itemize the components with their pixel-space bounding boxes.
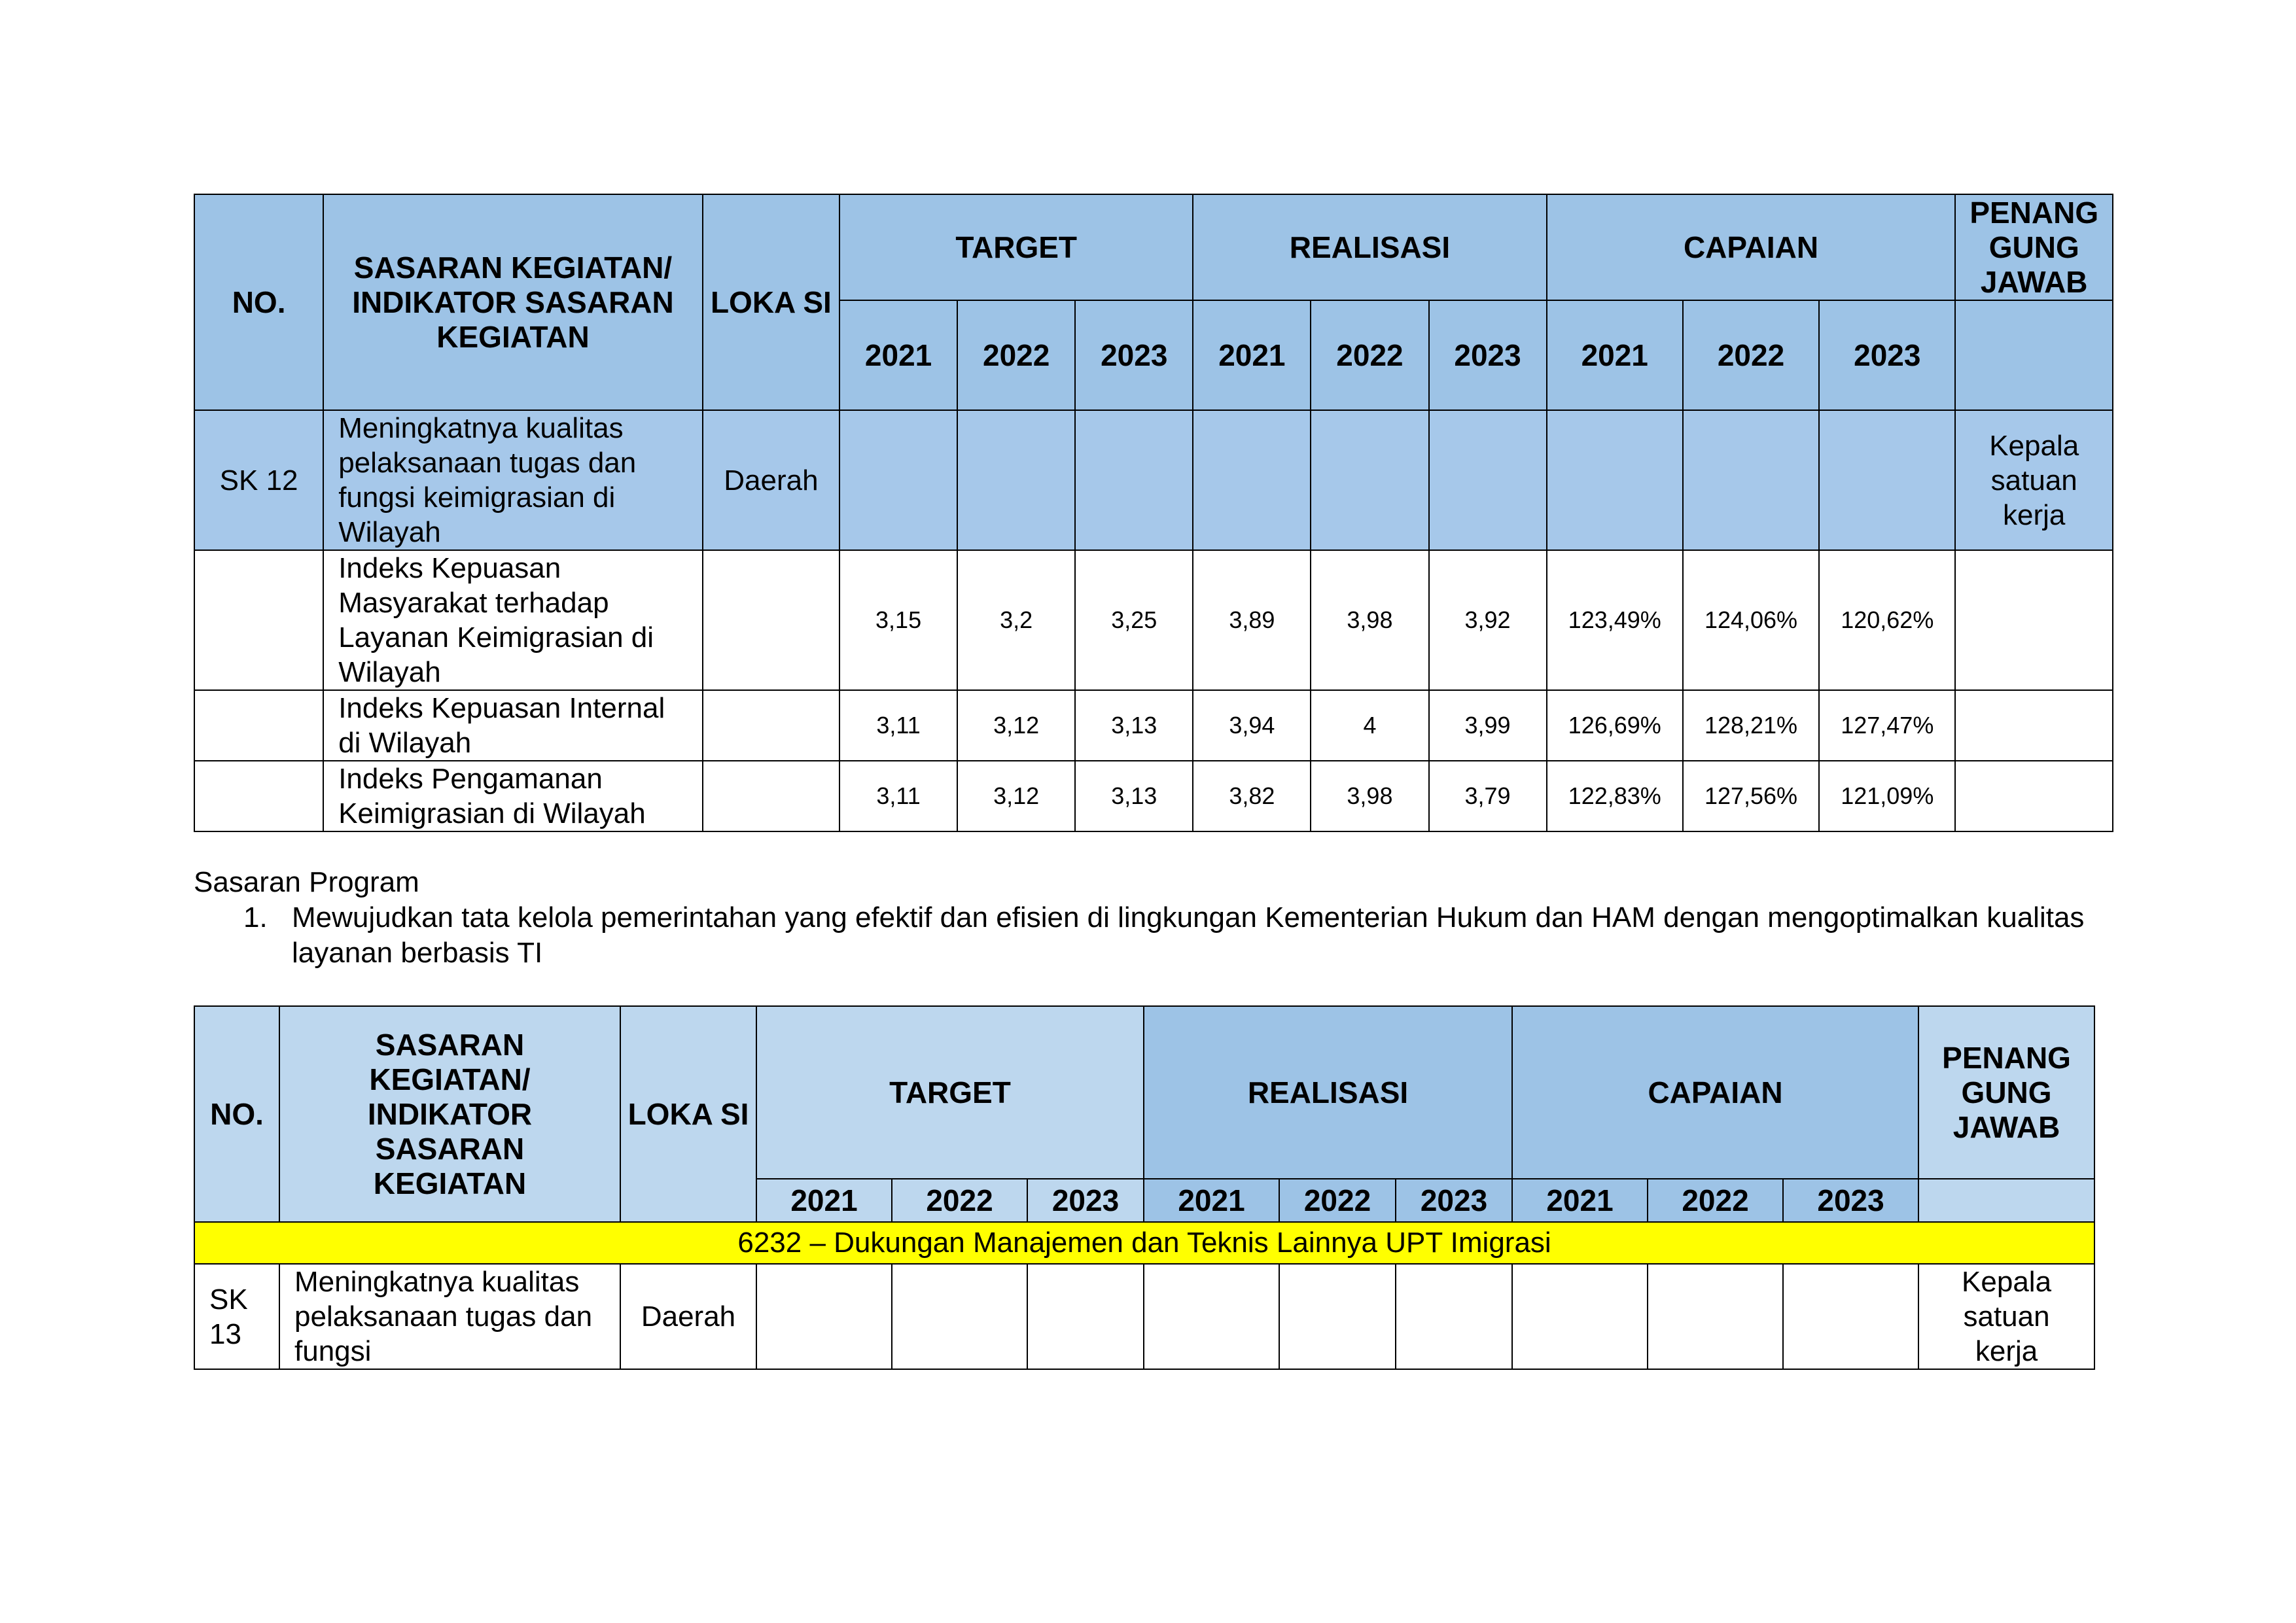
value-cell: 124,06% bbox=[1683, 550, 1819, 690]
value-cell: 3,2 bbox=[957, 550, 1075, 690]
empty-cell bbox=[1955, 550, 2113, 690]
empty-cell bbox=[1955, 761, 2113, 831]
value-cell: 120,62% bbox=[1819, 550, 1955, 690]
program-banner: 6232 – Dukungan Manajemen dan Teknis Lainnya UPT Imigrasi bbox=[194, 1222, 2094, 1264]
empty-cell bbox=[1075, 410, 1193, 550]
sk-sasaran: Meningkatnya kualitas pelaksanaan tugas dan fungsi bbox=[279, 1264, 620, 1369]
value-cell: 4 bbox=[1311, 690, 1428, 761]
indikator-cell: Indeks Pengamanan Keimigrasian di Wilayah bbox=[323, 761, 703, 831]
year-header: 2022 bbox=[1311, 300, 1428, 410]
value-cell: 3,13 bbox=[1075, 761, 1193, 831]
value-cell: 128,21% bbox=[1683, 690, 1819, 761]
header-target: TARGET bbox=[756, 1006, 1144, 1179]
year-header: 2023 bbox=[1396, 1179, 1512, 1222]
header-lokasi: LOKA SI bbox=[703, 194, 839, 410]
value-cell: 3,82 bbox=[1193, 761, 1311, 831]
header-no: NO. bbox=[194, 194, 323, 410]
year-header: 2022 bbox=[1683, 300, 1819, 410]
empty-cell bbox=[1955, 690, 2113, 761]
header-realisasi: REALISASI bbox=[1193, 194, 1546, 300]
sk-row bbox=[194, 1264, 2094, 1369]
value-cell: 3,92 bbox=[1429, 550, 1547, 690]
value-cell: 127,47% bbox=[1819, 690, 1955, 761]
year-header: 2021 bbox=[1144, 1179, 1279, 1222]
value-cell: 3,79 bbox=[1429, 761, 1547, 831]
value-cell: 123,49% bbox=[1547, 550, 1683, 690]
empty-cell bbox=[194, 761, 323, 831]
empty-cell bbox=[1512, 1264, 1648, 1369]
value-cell: 3,99 bbox=[1429, 690, 1547, 761]
value-cell: 3,12 bbox=[957, 690, 1075, 761]
year-header: 2022 bbox=[957, 300, 1075, 410]
value-cell: 3,13 bbox=[1075, 690, 1193, 761]
year-header: 2021 bbox=[839, 300, 957, 410]
program-item-number: 1. bbox=[243, 901, 268, 934]
sk-sasaran: Meningkatnya kualitas pelaksanaan tugas dan fungsi keimigrasian di Wilayah bbox=[323, 410, 703, 550]
header-penanggung-jawab: PENANG GUNG JAWAB bbox=[1955, 194, 2113, 300]
empty-cell bbox=[703, 690, 839, 761]
empty-cell bbox=[1193, 410, 1311, 550]
header-target: TARGET bbox=[839, 194, 1193, 300]
empty-cell bbox=[194, 690, 323, 761]
empty-cell bbox=[703, 550, 839, 690]
year-header: 2021 bbox=[1193, 300, 1311, 410]
sk-row bbox=[194, 410, 2113, 550]
value-cell: 121,09% bbox=[1819, 761, 1955, 831]
header-no: NO. bbox=[194, 1006, 279, 1222]
header-empty bbox=[1955, 300, 2113, 410]
empty-cell bbox=[957, 410, 1075, 550]
value-cell: 3,11 bbox=[839, 690, 957, 761]
header-lokasi: LOKA SI bbox=[620, 1006, 756, 1222]
empty-cell bbox=[194, 550, 323, 690]
table-row bbox=[194, 690, 2113, 761]
indikator-cell: Indeks Kepuasan Masyarakat terhadap Layanan Keimigrasian di Wilayah bbox=[323, 550, 703, 690]
value-cell: 3,98 bbox=[1311, 761, 1428, 831]
sk-lokasi: Daerah bbox=[703, 410, 839, 550]
sk-number: SK 13 bbox=[194, 1264, 279, 1369]
empty-cell bbox=[1396, 1264, 1512, 1369]
empty-cell bbox=[1547, 410, 1683, 550]
value-cell: 126,69% bbox=[1547, 690, 1683, 761]
year-header: 2023 bbox=[1075, 300, 1193, 410]
header-realisasi: REALISASI bbox=[1144, 1006, 1512, 1179]
header-penanggung-jawab: PENANG GUNG JAWAB bbox=[1918, 1006, 2094, 1179]
sk-lokasi: Daerah bbox=[620, 1264, 756, 1369]
empty-cell bbox=[1279, 1264, 1396, 1369]
value-cell: 3,12 bbox=[957, 761, 1075, 831]
year-header: 2022 bbox=[1648, 1179, 1783, 1222]
empty-cell bbox=[1783, 1264, 1918, 1369]
sasaran-program-title: Sasaran Program bbox=[194, 866, 419, 898]
empty-cell bbox=[892, 1264, 1027, 1369]
empty-cell bbox=[1819, 410, 1955, 550]
empty-cell bbox=[1429, 410, 1547, 550]
year-header: 2022 bbox=[892, 1179, 1027, 1222]
value-cell: 3,89 bbox=[1193, 550, 1311, 690]
year-header: 2022 bbox=[1279, 1179, 1396, 1222]
empty-cell bbox=[1648, 1264, 1783, 1369]
target-table-sk12 bbox=[194, 194, 2113, 832]
header-sasaran: SASARAN KEGIATAN/ INDIKATOR SASARAN KEGIATAN bbox=[279, 1006, 620, 1222]
year-header: 2023 bbox=[1819, 300, 1955, 410]
table-row bbox=[194, 550, 2113, 690]
year-header: 2023 bbox=[1783, 1179, 1918, 1222]
sk-number: SK 12 bbox=[194, 410, 323, 550]
empty-cell bbox=[756, 1264, 892, 1369]
header-sasaran: SASARAN KEGIATAN/ INDIKATOR SASARAN KEGIATAN bbox=[323, 194, 703, 410]
header-capaian: CAPAIAN bbox=[1512, 1006, 1918, 1179]
sk-penanggung-jawab: Kepala satuan kerja bbox=[1918, 1264, 2094, 1369]
empty-cell bbox=[839, 410, 957, 550]
empty-cell bbox=[1311, 410, 1428, 550]
value-cell: 3,25 bbox=[1075, 550, 1193, 690]
target-table-sk13 bbox=[194, 1005, 2095, 1370]
year-header: 2023 bbox=[1429, 300, 1547, 410]
program-item-text: Mewujudkan tata kelola pemerintahan yang efektif dan efisien di lingkungan Kementerian Hukum dan HAM dengan mengoptimalkan kualitas layanan berbasis TI bbox=[292, 901, 2085, 969]
empty-cell bbox=[1144, 1264, 1279, 1369]
empty-cell bbox=[1683, 410, 1819, 550]
value-cell: 127,56% bbox=[1683, 761, 1819, 831]
value-cell: 122,83% bbox=[1547, 761, 1683, 831]
value-cell: 3,94 bbox=[1193, 690, 1311, 761]
table-row bbox=[194, 761, 2113, 831]
header-capaian: CAPAIAN bbox=[1547, 194, 1956, 300]
header-empty bbox=[1918, 1179, 2094, 1222]
value-cell: 3,98 bbox=[1311, 550, 1428, 690]
sk-penanggung-jawab: Kepala satuan kerja bbox=[1955, 410, 2113, 550]
value-cell: 3,15 bbox=[839, 550, 957, 690]
year-header: 2021 bbox=[1547, 300, 1683, 410]
empty-cell bbox=[703, 761, 839, 831]
indikator-cell: Indeks Kepuasan Internal di Wilayah bbox=[323, 690, 703, 761]
year-header: 2021 bbox=[1512, 1179, 1648, 1222]
empty-cell bbox=[1027, 1264, 1144, 1369]
year-header: 2023 bbox=[1027, 1179, 1144, 1222]
value-cell: 3,11 bbox=[839, 761, 957, 831]
year-header: 2021 bbox=[756, 1179, 892, 1222]
